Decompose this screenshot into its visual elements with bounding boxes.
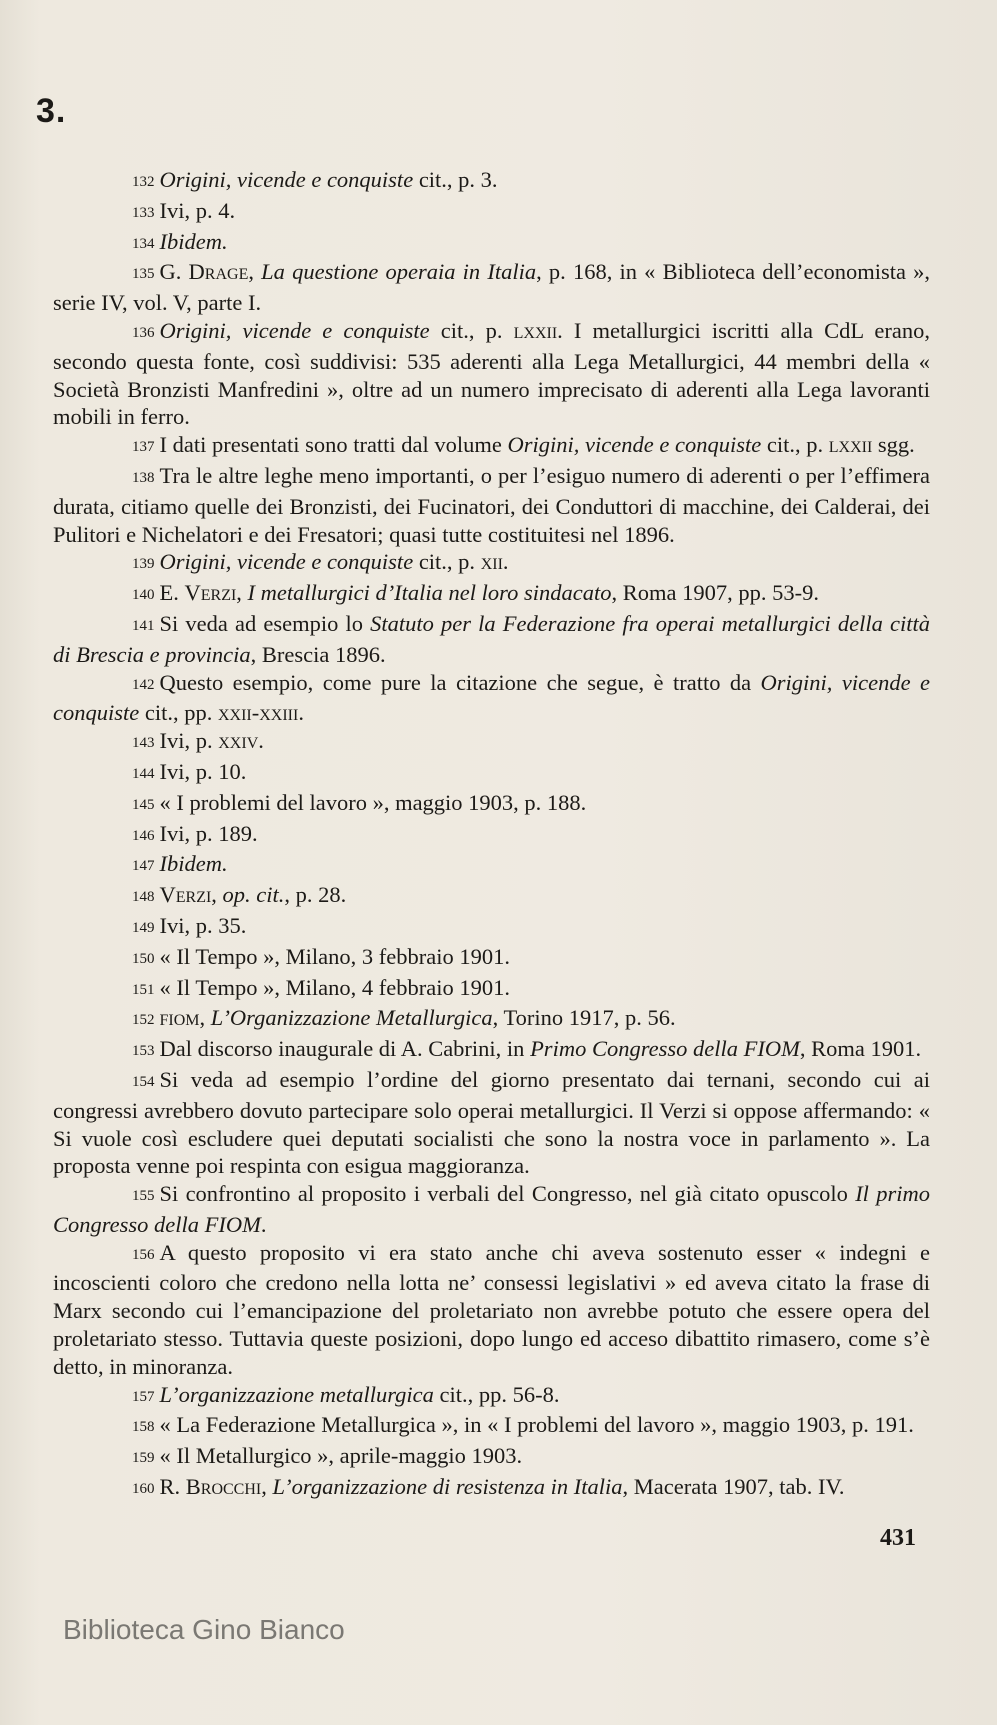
footnote [53, 197, 930, 228]
footnote [53, 912, 930, 943]
footnote-text: , p. 168, in « Biblioteca dell’economista », serie IV, vol. V, parte I. [53, 259, 930, 316]
footnote-text: . I metallurgici iscritti alla CdL erano, secondo questa fonte, così suddivisi: 535 aderenti alla Lega Metallurgici, 44 membri della « Società Bronzisti Manfredini », oltre ad un numero imprecisato di aderenti alla Lega lavoranti mobili in ferro. [53, 317, 930, 430]
footnote-number: 151 [132, 981, 155, 998]
footnote-number: 140 [132, 587, 155, 604]
footnote-title: Primo Congresso della FIOM [530, 1036, 800, 1062]
footnote-text: « Il Tempo », Milano, 4 febbraio 1901. [159, 974, 510, 1000]
footnote [53, 943, 930, 974]
footnote-text: G. [159, 259, 189, 285]
footnote-title: Origini, vicende e conquiste [159, 317, 430, 343]
footnote [53, 669, 930, 728]
footnote-title: L’organizzazione metallurgica [159, 1381, 434, 1407]
footnote-number: 141 [132, 617, 155, 634]
footnote-text: I dati presentati sono tratti dal volume [159, 432, 508, 458]
footnote [53, 579, 930, 610]
footnote [53, 820, 930, 851]
footnote-text: , [199, 1005, 211, 1031]
footnote-text: Ivi, p. 10. [159, 758, 247, 784]
footnote-text: Ivi, p. [159, 728, 219, 754]
footnote-text: Ivi, p. 4. [159, 197, 236, 223]
footnote-number: 160 [132, 1481, 155, 1498]
footnote-number: 145 [132, 796, 155, 813]
footnote-text: Dal discorso inaugurale di A. Cabrini, in [159, 1036, 531, 1062]
footnote-number: 150 [132, 950, 155, 967]
footnote-number: 157 [132, 1388, 155, 1405]
footnote-author: Verzi [159, 882, 212, 908]
footnote-text: Ivi, p. 35. [159, 912, 247, 938]
footnote-text: . [258, 728, 264, 754]
footnote-title: Ibidem. [159, 228, 228, 254]
footnote-author: Verzi [184, 580, 237, 606]
footnote [53, 1180, 930, 1239]
footnote-number: 148 [132, 889, 155, 906]
footnote-text: cit., p. 3. [413, 167, 498, 192]
footnote-number: 156 [132, 1246, 155, 1263]
footnote-author: Brocchi [185, 1474, 262, 1500]
footnote-text: « Il Tempo », Milano, 3 febbraio 1901. [159, 943, 510, 969]
footnote [53, 258, 930, 317]
footnote-author: lxxii [828, 432, 873, 458]
footnotes-list [53, 166, 930, 1504]
footnote-text: Si veda ad esempio lo [159, 610, 371, 636]
footnote-title: op. cit. [222, 882, 285, 908]
footnote-text: . [298, 700, 304, 726]
footnote-number: 154 [132, 1073, 155, 1090]
footnote-text: R. [159, 1474, 186, 1500]
footnote-title: Ibidem. [159, 851, 228, 877]
footnote-text: , [261, 1474, 273, 1500]
footnote-number: 136 [132, 324, 155, 341]
footnote [53, 1035, 930, 1066]
footnote [53, 881, 930, 912]
footnote [53, 1442, 930, 1473]
footnote-number: 152 [132, 1012, 155, 1029]
footnote-number: 132 [132, 174, 155, 190]
footnote-title: I metallurgici d’Italia nel loro sindacato [247, 580, 612, 606]
footnote-text: cit., p. [761, 432, 829, 458]
footnote-text: , p. 28. [284, 882, 347, 908]
footnote-title: Origini, vicende e conquiste [159, 167, 414, 192]
footnote [53, 727, 930, 758]
footnote [53, 548, 930, 579]
footnote-number: 135 [132, 266, 155, 283]
footnote-number: 149 [132, 919, 155, 936]
footnote-text: cit., pp. [139, 700, 218, 726]
footnote [53, 462, 930, 548]
footnote [53, 1239, 930, 1381]
footnote-author: xii [480, 549, 503, 575]
footnote-text: cit., p. [429, 317, 514, 343]
footnote-text: cit., p. [413, 549, 481, 575]
footnote-text: Si confrontino al proposito i verbali del Congresso, nel già citato opuscolo [159, 1181, 856, 1207]
footnote-author: xxiv [218, 728, 259, 754]
footnote-text: sgg. [872, 432, 915, 458]
footnote-author: xxii-xxiii [217, 700, 299, 726]
footnote-text: Tra le altre leghe meno importanti, o per l’esiguo numero di aderenti o per l’effimera durata, citiamo quelle dei Bronzisti, dei Fucinatori, dei Conduttori di macchine, dei Calderai, dei Pulitori e Nichelatori e dei Fresatori; quasi tutte costituitesi nel 1896. [53, 462, 930, 547]
footnote [53, 850, 930, 881]
footnote-number: 142 [132, 676, 155, 693]
footnote-author: lxxii [513, 317, 558, 343]
footnote-number: 146 [132, 827, 155, 844]
footnote-number: 134 [132, 235, 155, 252]
footnote-number: 159 [132, 1450, 155, 1467]
footnote-text: A questo proposito vi era stato anche chi aveva sostenuto esser « indegni e incoscienti coloro che credono nella lotta ne’ consessi legislativi » ed aveva citato la frase di Marx secondo cui l’emancipazione del proletariato non avrebbe potuto che essere opera del proletariato stesso. Tuttavia queste posizioni, dopo lungo ed acceso dibattito rimasero, come s’è detto, in minoranza. [53, 1239, 930, 1379]
footnote-text: , Macerata 1907, tab. IV. [622, 1474, 845, 1500]
footnote [53, 789, 930, 820]
footnote-text: . [502, 549, 509, 575]
footnote-text: « I problemi del lavoro », maggio 1903, p. 188. [159, 789, 587, 815]
footnote [53, 431, 930, 462]
footnote-text: cit., pp. 56-8. [433, 1381, 560, 1407]
footnote-title: La questione operaia in Italia [261, 259, 537, 285]
footnote [53, 228, 930, 259]
footnote-number: 139 [132, 556, 155, 573]
footnote-number: 138 [132, 469, 155, 486]
footnote-text: , [236, 580, 248, 606]
footnote [53, 1381, 930, 1412]
footnote [53, 1411, 930, 1442]
section-mark: 3. [36, 92, 67, 130]
footnote-title: L’organizzazione di resistenza in Italia [272, 1474, 623, 1500]
footnote-text: Si veda ad esempio l’ordine del giorno presentato dai ternani, secondo cui ai congressi avrebbero dovuto partecipare solo operai metallurgici. Il Verzi si oppose affermando: « Si vuole così escludere quei deputati socialisti che sono la nostra voce in parlamento ». La proposta venne poi respinta con esigua maggioranza. [53, 1066, 930, 1179]
footnote-number: 147 [132, 858, 155, 875]
footnote-title: Origini, vicende e conquiste [507, 432, 762, 458]
footnote-text: Ivi, p. 189. [159, 820, 258, 846]
footnote-number: 144 [132, 765, 155, 782]
footnote [53, 1473, 930, 1504]
footnote-text: , [211, 882, 223, 908]
footnote-text: Questo esempio, come pure la citazione che segue, è tratto da [159, 669, 761, 695]
footnote-text: « La Federazione Metallurgica », in « I problemi del lavoro », maggio 1903, p. 191. [159, 1412, 914, 1438]
footnote-number: 133 [132, 204, 155, 221]
footnote-text: . [260, 1211, 267, 1237]
footnote [53, 166, 930, 197]
footnote-text: E. [159, 580, 185, 606]
footnote [53, 974, 930, 1005]
footnote-text: « Il Metallurgico », aprile-maggio 1903. [159, 1443, 523, 1469]
footnote [53, 758, 930, 789]
footnote-number: 155 [132, 1188, 155, 1205]
footnote-text: , Roma 1907, pp. 53-9. [611, 580, 819, 606]
footnote-text: , Torino 1917, p. 56. [492, 1005, 676, 1031]
footnote-text: , Brescia 1896. [250, 641, 386, 667]
library-watermark: Biblioteca Gino Bianco [63, 1614, 345, 1645]
footnote-title: L’Organizzazione Metallurgica [210, 1005, 493, 1031]
footnote-author: fiom [159, 1005, 200, 1031]
footnote-number: 137 [132, 439, 155, 456]
footnote-author: Drage [188, 259, 249, 285]
footnote-text: , Roma 1901. [799, 1036, 922, 1062]
footnote-title: Statuto per la Federazione fra operai metallurgici della città di Brescia e provincia [53, 610, 930, 667]
footnote-title: Origini, vicende e conquiste [159, 549, 414, 575]
footnote-number: 158 [132, 1419, 155, 1436]
footnote-text: , [248, 259, 262, 285]
footnote-number: 143 [132, 735, 155, 752]
footnote [53, 317, 930, 431]
footnote [53, 1066, 930, 1180]
footnote-number: 153 [132, 1043, 155, 1060]
footnote-title: Il primo Congresso della FIOM [53, 1181, 930, 1237]
page-number: 431 [880, 1525, 916, 1551]
footnote-title: Origini, vicende e conquiste [53, 669, 930, 726]
footnote [53, 1004, 930, 1035]
footnote [53, 610, 930, 669]
